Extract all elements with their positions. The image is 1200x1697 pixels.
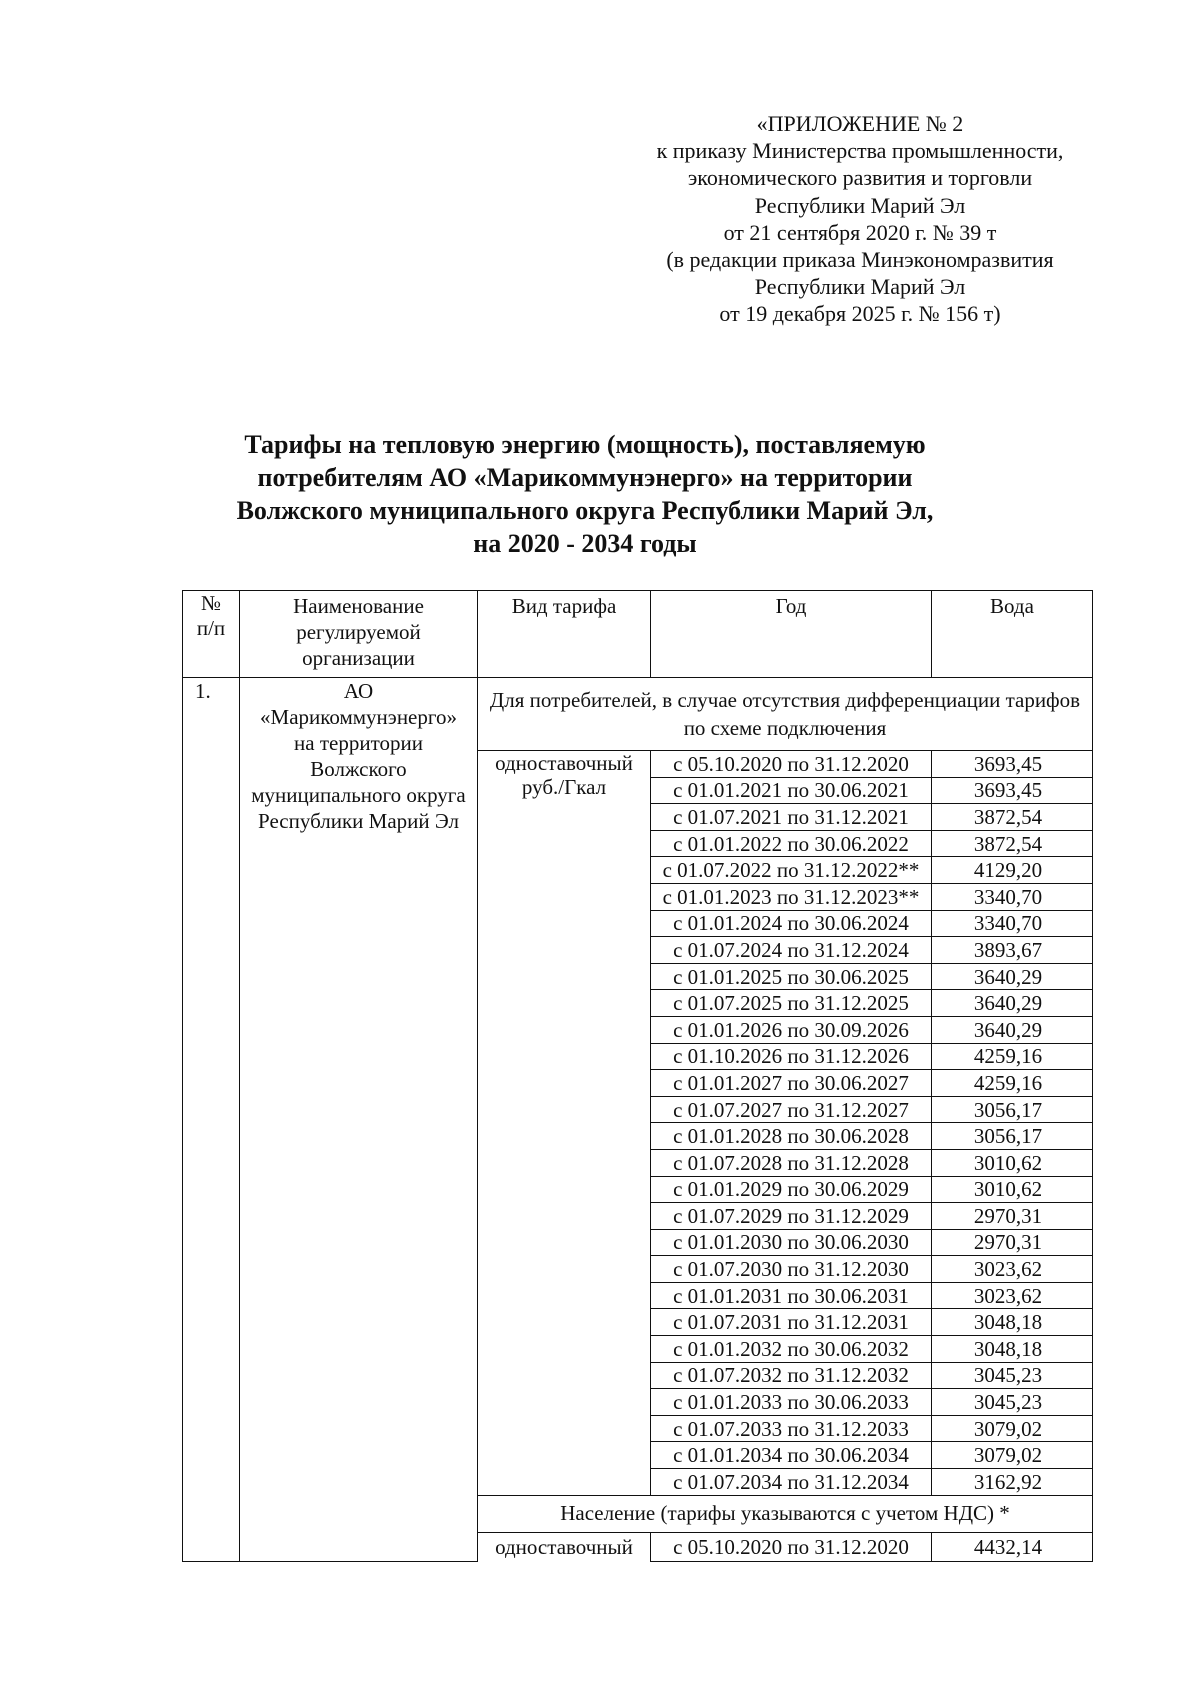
title-line: Тарифы на тепловую энергию (мощность), поставляемую [244,430,926,459]
water-value-cell: 3056,17 [932,1123,1093,1150]
group2-tariff-kind: одноставочный [478,1532,651,1561]
period-cell: с 01.07.2024 по 31.12.2024 [651,937,932,964]
org-line: АО [343,679,374,703]
group1-tariff-kind [478,751,651,1496]
period-cell: с 01.07.2030 по 31.12.2030 [651,1256,932,1283]
period-cell: с 01.01.2025 по 30.06.2025 [651,963,932,990]
period-cell: с 01.01.2023 по 31.12.2023** [651,883,932,910]
period-cell: с 01.07.2034 по 31.12.2034 [651,1469,932,1496]
tariffs-table [182,590,1093,1562]
group1-note: Для потребителей, в случае отсутствия дифференциации тарифов по схеме подключения [478,678,1093,751]
period-cell: с 01.07.2025 по 31.12.2025 [651,990,932,1017]
org-line: на территории [294,731,423,755]
water-value-cell: 3162,92 [932,1469,1093,1496]
table-header-row [183,591,1093,678]
header-org-line: Наименование [293,594,424,618]
header-organization [240,591,478,678]
water-value-cell: 4259,16 [932,1070,1093,1097]
org-line: «Марикоммунэнерго» [260,705,457,729]
water-value-cell: 4129,20 [932,857,1093,884]
water-value-cell: 3640,29 [932,963,1093,990]
period-cell: с 01.01.2024 по 30.06.2024 [651,910,932,937]
water-value-cell: 2970,31 [932,1229,1093,1256]
water-value-cell: 3893,67 [932,937,1093,964]
header-num [183,591,240,678]
appendix-line: Республики Марий Эл [754,274,966,300]
org-line: муниципального округа [251,783,466,807]
period-cell: с 01.01.2031 по 30.06.2031 [651,1282,932,1309]
header-year: Год [651,591,932,678]
water-value-cell: 3045,23 [932,1362,1093,1389]
row-number: 1. [183,678,240,1562]
water-value-cell: 3640,29 [932,990,1093,1017]
water-value-cell: 3056,17 [932,1096,1093,1123]
period-cell: с 01.07.2032 по 31.12.2032 [651,1362,932,1389]
water-value-cell: 3872,54 [932,804,1093,831]
water-value-cell: 3048,18 [932,1336,1093,1363]
period-cell: с 05.10.2020 по 31.12.2020 [651,1532,932,1561]
water-value-cell: 3010,62 [932,1176,1093,1203]
tariff-kind-line: одноставочный [495,751,633,775]
water-value-cell: 4432,14 [932,1532,1093,1561]
water-value-cell: 3340,70 [932,910,1093,937]
title-line: Волжского муниципального округа Республики Марий Эл, [236,496,934,525]
period-cell: с 01.07.2031 по 31.12.2031 [651,1309,932,1336]
appendix-line: от 21 сентября 2020 г. № 39 т [723,219,997,245]
period-cell: с 01.01.2028 по 30.06.2028 [651,1123,932,1150]
appendix-line: от 19 декабря 2025 г. № 156 т) [719,301,1001,327]
water-value-cell: 3693,45 [932,777,1093,804]
group2-note: Население (тарифы указываются с учетом НДС) * [478,1495,1093,1532]
water-value-cell: 3640,29 [932,1016,1093,1043]
group-note-row [183,678,1093,751]
period-cell: с 01.07.2033 по 31.12.2033 [651,1415,932,1442]
document-title [190,428,980,560]
period-cell: с 01.01.2030 по 30.06.2030 [651,1229,932,1256]
period-cell: с 01.10.2026 по 31.12.2026 [651,1043,932,1070]
appendix-line: «ПРИЛОЖЕНИЕ № 2 [756,111,964,136]
period-cell: с 05.10.2020 по 31.12.2020 [651,751,932,778]
appendix-line: (в редакции приказа Минэкономразвития [666,247,1054,273]
period-cell: с 01.01.2032 по 30.06.2032 [651,1336,932,1363]
appendix-block [600,110,1120,328]
water-value-cell: 3079,02 [932,1442,1093,1469]
period-cell: с 01.01.2026 по 30.09.2026 [651,1016,932,1043]
org-line: Волжского [310,757,407,781]
tariff-kind-line: руб./Гкал [521,775,607,799]
period-cell: с 01.07.2022 по 31.12.2022** [651,857,932,884]
water-value-cell: 3693,45 [932,751,1093,778]
title-line: потребителям АО «Марикоммунэнерго» на территории [257,463,913,492]
period-cell: с 01.07.2029 по 31.12.2029 [651,1203,932,1230]
water-value-cell: 3045,23 [932,1389,1093,1416]
period-cell: с 01.07.2028 по 31.12.2028 [651,1149,932,1176]
water-value-cell: 3079,02 [932,1415,1093,1442]
water-value-cell: 3048,18 [932,1309,1093,1336]
period-cell: с 01.01.2034 по 30.06.2034 [651,1442,932,1469]
period-cell: с 01.07.2027 по 31.12.2027 [651,1096,932,1123]
water-value-cell: 3023,62 [932,1282,1093,1309]
header-org-line: организации [302,646,415,670]
period-cell: с 01.01.2022 по 30.06.2022 [651,830,932,857]
period-cell: с 01.07.2021 по 31.12.2021 [651,804,932,831]
organization-name [240,678,478,1562]
org-line: Республики Марий Эл [258,809,459,833]
header-num-line: п/п [196,616,226,640]
water-value-cell: 3023,62 [932,1256,1093,1283]
header-num-line: № [200,591,222,615]
period-cell: с 01.01.2027 по 30.06.2027 [651,1070,932,1097]
appendix-line: Республики Марий Эл [754,192,966,218]
water-value-cell: 3010,62 [932,1149,1093,1176]
period-cell: с 01.01.2029 по 30.06.2029 [651,1176,932,1203]
water-value-cell: 4259,16 [932,1043,1093,1070]
title-line: на 2020 - 2034 годы [473,529,697,558]
water-value-cell: 3340,70 [932,883,1093,910]
water-value-cell: 3872,54 [932,830,1093,857]
water-value-cell: 2970,31 [932,1203,1093,1230]
header-water: Вода [932,591,1093,678]
period-cell: с 01.01.2033 по 30.06.2033 [651,1389,932,1416]
period-cell: с 01.01.2021 по 30.06.2021 [651,777,932,804]
header-org-line: регулируемой [296,620,421,644]
appendix-line: к приказу Министерства промышленности, [656,138,1064,164]
header-tariff-kind: Вид тарифа [478,591,651,678]
appendix-line: экономического развития и торговли [687,165,1033,191]
